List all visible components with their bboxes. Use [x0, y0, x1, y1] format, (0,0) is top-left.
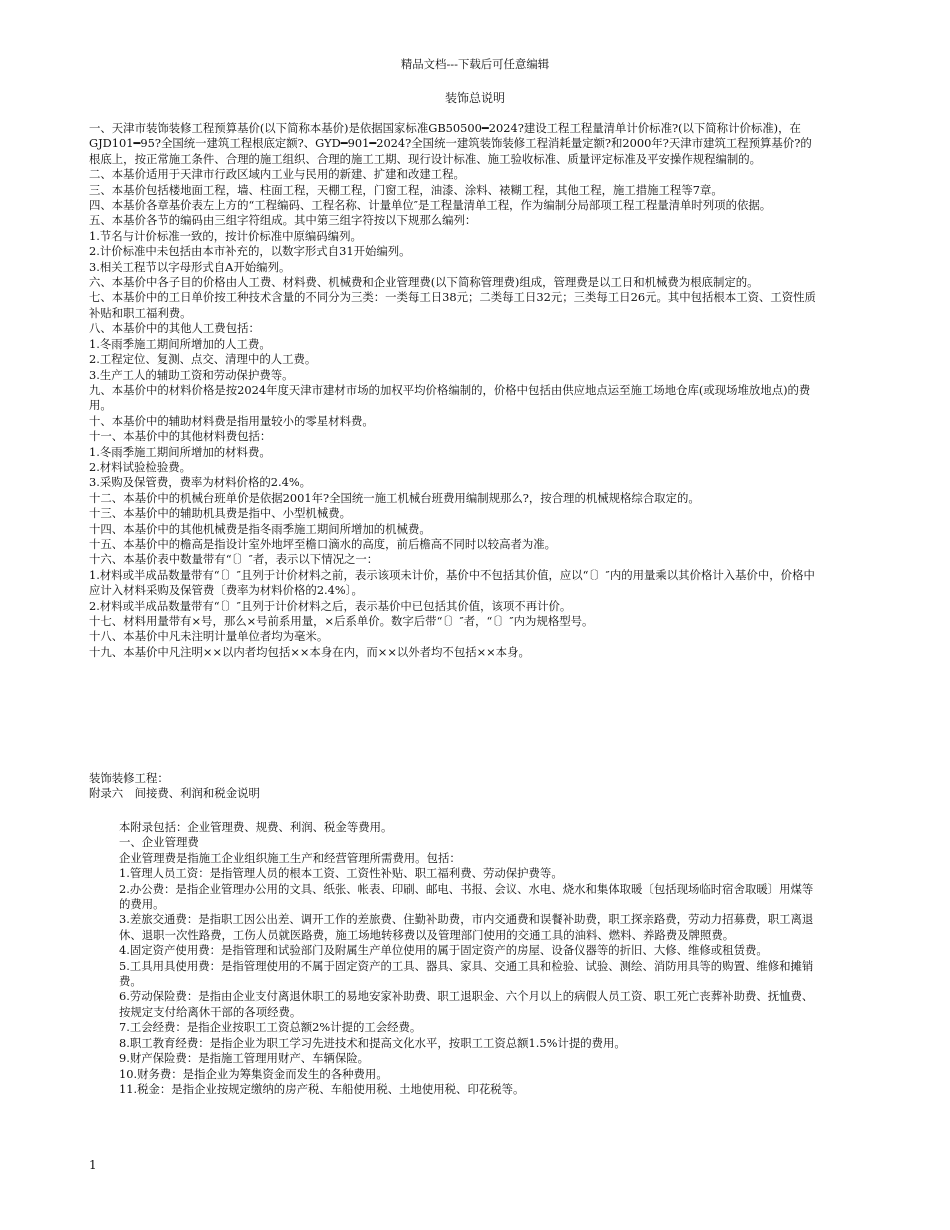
paragraph: 五、本基价各节的编码由三组字符组成。其中第三组字符按以下规那么编列：	[89, 213, 477, 228]
paragraph: 十八、本基价中凡未注明计量单位者均为毫米。	[89, 629, 329, 644]
paragraph: 3.差旅交通费：是指职工因公出差、调开工作的差旅费、住勤补助费，市内交通费和误餐补助费，职工探亲路费，劳动力招募费，职工离退休、退职一次性路费，工伤人员就医路费，施工场地转移费以及管理部门使用的交通工具的油料、燃料、养路费及牌照费。	[119, 912, 814, 942]
paragraph: 2.计价标准中未包括由本市补充的，以数字形式自31开始编列。	[89, 244, 411, 259]
paragraph: 11.税金：是指企业按规定缴纳的房产税、车船使用税、土地使用税、印花税等。	[119, 1081, 525, 1096]
paragraph: 十三、本基价中的辅助机具费是指中、小型机械费。	[89, 506, 351, 521]
paragraph: 5.工具用具使用费：是指管理使用的不属于固定资产的工具、器具、家具、交通工具和检验、试验、测绘、消防用具等的购置、维修和摊销费。	[119, 958, 814, 989]
paragraph: 2.办公费：是指企业管理办公用的文具、纸张、帐表、印刷、邮电、书报、会议、水电、烧水和集体取暖〔包括现场临时宿舍取暖〕用煤等的费用。	[119, 881, 814, 912]
paragraph: 2.材料或半成品数量带有“〔〕″且列于计价材料之后，表示基价中已包括其价值，该项不再计价。	[89, 598, 572, 613]
paragraph: 十二、本基价中的机械台班单价是依据2001年?全国统一施工机械台班费用编制规那么?，按合理的机械规格综合取定的。	[89, 490, 700, 505]
paragraph: 8.职工教育经费：是指企业为职工学习先进技术和提高文化水平，按职工工资总额1.5%计提的费用。	[119, 1035, 626, 1050]
paragraph: 十四、本基价中的其他机械费是指冬雨季施工期间所增加的机械费。	[89, 521, 431, 536]
general-notes	[89, 121, 823, 660]
appendix-title: 附录六 间接费、利润和税金说明	[89, 786, 260, 801]
paragraph: 一、天津市装饰装修工程预算基价(以下简称本基价)是依据国家标准GB50500━2024?建设工程工程量清单计价标准?(以下简称计价标准)，在GJD101━95?全国统一建筑工程根底定额?、GYD━901━2024?全国统一建筑装饰装修工程消耗量定额?和2000年?天津市建筑工程预算基价?的根底上，按正常施工条件、合理的施工组织、合理的施工工期、现行设计标准、施工验收标准、质量评定标准及平安操作规程编制的。	[89, 121, 812, 166]
paragraph: 企业管理费是指施工企业组织施工生产和经营管理所需费用。包括：	[119, 850, 461, 865]
paragraph: 2.工程定位、复测、点交、清理中的人工费。	[89, 352, 317, 367]
paragraph: 十五、本基价中的檐高是指设计室外地坪至檐口滴水的高度，前后檐高不同时以较高者为准。	[89, 536, 557, 551]
page-number: 1	[89, 1158, 97, 1172]
paragraph: 十九、本基价中凡注明××以内者均包括××本身在内，而××以外者均不包括××本身。	[89, 644, 530, 659]
paragraph: 10.财务费：是指企业为筹集资金而发生的各种费用。	[119, 1066, 388, 1081]
paragraph: 2.材料试验检验费。	[89, 459, 191, 474]
paragraph: 1.冬雨季施工期间所增加的材料费。	[89, 444, 271, 459]
paragraph: 七、本基价中的工日单价按工种技术含量的不同分为三类：一类每工日38元；二类每工日32元；三类每工日26元。其中包括根本工资、工资性质补贴和职工福利费。	[89, 290, 816, 320]
paragraph: 十、本基价中的辅助材料费是指用量较小的零星材料费。	[89, 413, 374, 428]
page-header: 精品文档---下载后可任意编辑	[400, 57, 550, 71]
paragraph: 九、本基价中的材料价格是按2024年度天津市建材市场的加权平均价格编制的，价格中包括由供应地点运至施工场地仓库(或现场堆放地点)的费用。	[89, 382, 811, 413]
paragraph: 六、本基价中各子目的价格由人工费、材料费、机械费和企业管理费(以下简称管理费)组成，管理费是以工日和机械费为根底制定的。	[89, 275, 759, 290]
paragraph: 1.管理人员工资：是指管理人员的根本工资、工资性补贴、职工福利费、劳动保护费等。	[119, 866, 563, 881]
appendix-body	[89, 820, 823, 1097]
paragraph: 3.相关工程节以字母形式自A开始编列。	[89, 259, 291, 274]
paragraph: 1.冬雨季施工期间所增加的人工费。	[89, 336, 271, 351]
appendix-heading	[89, 771, 823, 802]
paragraph: 十七、材料用量带有×号，那么×号前系用量，×后系单价。数字后带“〔〕″者，“〔〕″内为规格型号。	[89, 614, 594, 628]
paragraph: 7.工会经费：是指企业按职工工资总额2%计提的工会经费。	[119, 1020, 422, 1035]
paragraph: 八、本基价中的其他人工费包括：	[89, 321, 260, 336]
paragraph: 4.固定资产使用费：是指管理和试验部门及附属生产单位使用的属于固定资产的房屋、设备仪器等的折旧、大修、维修或租赁费。	[119, 943, 768, 958]
paragraph: 6.劳动保险费：是指由企业支付离退休职工的易地安家补助费、职工退职金、六个月以上的病假人员工资、职工死亡丧葬补助费、抚恤费、按规定支付给离休干部的各项经费。	[119, 989, 814, 1019]
paragraph: 9.财产保险费：是指施工管理用财产、车辆保险。	[119, 1051, 370, 1066]
paragraph: 十一、本基价中的其他材料费包括：	[89, 429, 272, 444]
paragraph: 二、本基价适用于天津市行政区域内工业与民用的新建、扩建和改建工程。	[89, 167, 465, 182]
paragraph: 四、本基价各章基价表左上方的“工程编码、工程名称、计量单位″是工程量清单工程，作为编制分局部项工程工程量清单时列项的依据。	[89, 198, 772, 213]
paragraph: 三、本基价包括楼地面工程，墙、柱面工程，天棚工程，门窗工程，油漆、涂料、裱糊工程，其他工程，施工措施工程等7章。	[89, 182, 723, 197]
paragraph: 一、企业管理费	[119, 835, 199, 850]
appendix-label: 装饰装修工程：	[89, 771, 169, 785]
paragraph: 3.采购及保管费，费率为材料价格的2.4%。	[89, 475, 312, 490]
document-title: 装饰总说明	[444, 91, 505, 105]
paragraph: 1.材料或半成品数量带有“〔〕″且列于计价材料之前，表示该项未计价，基价中不包括其价值，应以“〔〕″内的用量乘以其价格计入基价中，价格中应计入材料采购及保管费〔费率为材料价格的2.4%〕。	[89, 567, 815, 598]
paragraph: 1.节名与计价标准一致的，按计价标准中原编码编列。	[89, 228, 362, 243]
paragraph: 十六、本基价表中数量带有“〔〕″者，表示以下情况之一：	[89, 552, 379, 567]
paragraph: 3.生产工人的辅助工资和劳动保护费等。	[89, 367, 294, 382]
paragraph: 本附录包括：企业管理费、规费、利润、税金等费用。	[119, 820, 393, 834]
